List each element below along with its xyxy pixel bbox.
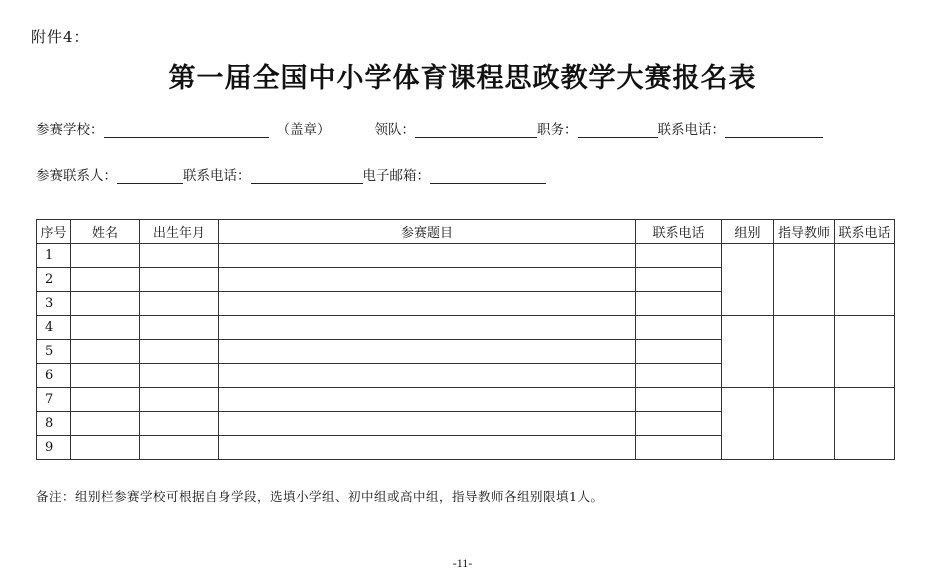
topic-cell[interactable] — [219, 388, 636, 412]
table-row — [37, 316, 895, 340]
instructor-cell[interactable] — [774, 244, 835, 316]
topic-cell[interactable] — [219, 436, 636, 460]
contact-label: 参赛联系人： — [36, 168, 117, 184]
phone-cell[interactable] — [636, 268, 722, 292]
topic-cell[interactable] — [219, 292, 636, 316]
topic-cell[interactable] — [219, 268, 636, 292]
phone-cell[interactable] — [636, 244, 722, 268]
header-instructor-phone: 联系电话 — [835, 220, 895, 244]
header-instructor: 指导教师 — [774, 220, 835, 244]
school-info-row — [36, 118, 823, 138]
birth-cell[interactable] — [140, 412, 219, 436]
group-cell[interactable] — [722, 244, 774, 316]
instructor-cell[interactable] — [774, 388, 835, 460]
name-cell[interactable] — [71, 364, 140, 388]
leader-phone-label: 联系电话： — [657, 122, 725, 138]
birth-cell[interactable] — [140, 388, 219, 412]
row-number: 9 — [37, 436, 71, 460]
phone-cell[interactable] — [636, 340, 722, 364]
header-birth: 出生年月 — [140, 220, 219, 244]
leader-label: 领队： — [374, 122, 415, 138]
instructor-cell[interactable] — [774, 316, 835, 388]
row-number: 3 — [37, 292, 71, 316]
table-row — [37, 388, 895, 412]
email-label: 电子邮箱： — [362, 168, 430, 184]
contact-field[interactable] — [117, 168, 183, 184]
phone-cell[interactable] — [636, 292, 722, 316]
contact-info-row — [36, 164, 546, 184]
email-field[interactable] — [430, 168, 546, 184]
row-number: 1 — [37, 244, 71, 268]
name-cell[interactable] — [71, 268, 140, 292]
contact-phone-field[interactable] — [251, 168, 363, 184]
topic-cell[interactable] — [219, 244, 636, 268]
header-phone: 联系电话 — [636, 220, 722, 244]
phone-cell[interactable] — [636, 412, 722, 436]
phone-cell[interactable] — [636, 388, 722, 412]
phone-cell[interactable] — [636, 316, 722, 340]
birth-cell[interactable] — [140, 364, 219, 388]
table-header-row — [37, 220, 895, 244]
leader-field[interactable] — [415, 122, 537, 138]
group-cell[interactable] — [722, 388, 774, 460]
row-number: 2 — [37, 268, 71, 292]
row-number: 6 — [37, 364, 71, 388]
header-group: 组别 — [722, 220, 774, 244]
name-cell[interactable] — [71, 412, 140, 436]
name-cell[interactable] — [71, 436, 140, 460]
remark-note: 备注：组别栏参赛学校可根据自身学段，选填小学组、初中组或高中组，指导教师各组别限填1人。 — [36, 489, 604, 504]
row-number: 8 — [37, 412, 71, 436]
seal-label: （盖章） — [276, 122, 331, 138]
topic-cell[interactable] — [219, 412, 636, 436]
instructor-phone-cell[interactable] — [835, 388, 895, 460]
phone-cell[interactable] — [636, 364, 722, 388]
header-index: 序号 — [37, 220, 71, 244]
instructor-phone-cell[interactable] — [835, 244, 895, 316]
name-cell[interactable] — [71, 292, 140, 316]
phone-cell[interactable] — [636, 436, 722, 460]
leader-phone-field[interactable] — [725, 122, 823, 138]
group-cell[interactable] — [722, 316, 774, 388]
school-label: 参赛学校： — [36, 122, 104, 138]
header-name: 姓名 — [71, 220, 140, 244]
form-title: 第一届全国中小学体育课程思政教学大赛报名表 — [168, 63, 757, 94]
table-row — [37, 244, 895, 268]
position-label: 职务： — [537, 122, 578, 138]
attachment-label: 附件4： — [31, 28, 90, 46]
position-field[interactable] — [578, 122, 658, 138]
row-number: 7 — [37, 388, 71, 412]
registration-table — [36, 219, 895, 460]
name-cell[interactable] — [71, 340, 140, 364]
contact-phone-label: 联系电话： — [183, 168, 251, 184]
birth-cell[interactable] — [140, 292, 219, 316]
birth-cell[interactable] — [140, 436, 219, 460]
row-number: 4 — [37, 316, 71, 340]
name-cell[interactable] — [71, 316, 140, 340]
topic-cell[interactable] — [219, 364, 636, 388]
topic-cell[interactable] — [219, 340, 636, 364]
school-field[interactable] — [104, 122, 269, 138]
header-topic: 参赛题目 — [219, 220, 636, 244]
birth-cell[interactable] — [140, 268, 219, 292]
birth-cell[interactable] — [140, 244, 219, 268]
page-number: -11- — [452, 556, 473, 570]
instructor-phone-cell[interactable] — [835, 316, 895, 388]
birth-cell[interactable] — [140, 316, 219, 340]
topic-cell[interactable] — [219, 316, 636, 340]
name-cell[interactable] — [71, 244, 140, 268]
name-cell[interactable] — [71, 388, 140, 412]
birth-cell[interactable] — [140, 340, 219, 364]
row-number: 5 — [37, 340, 71, 364]
